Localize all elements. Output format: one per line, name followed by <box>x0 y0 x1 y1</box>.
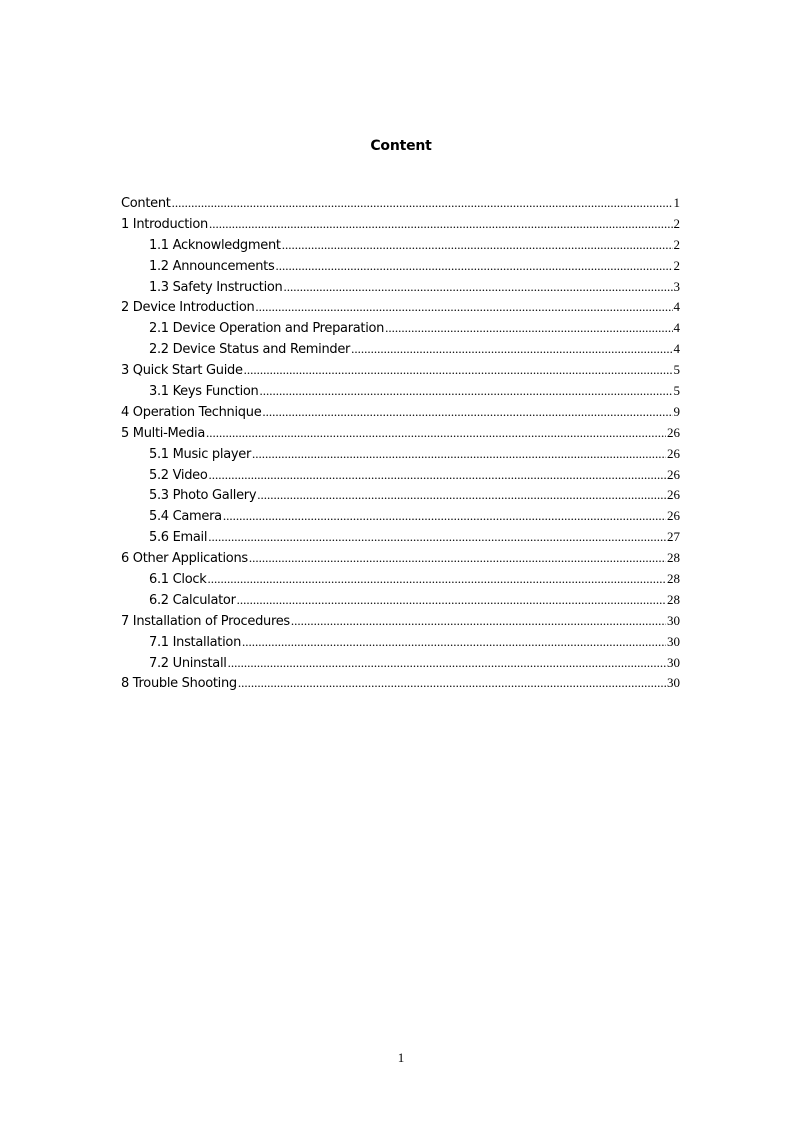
toc-leader-dots <box>385 318 672 339</box>
toc-leader-dots <box>257 485 666 506</box>
toc-entry[interactable] <box>121 423 680 444</box>
toc-entry-page: 1 <box>673 195 680 210</box>
toc-entry-label: 5.4 Camera <box>149 509 222 525</box>
toc-leader-dots <box>172 193 673 214</box>
toc-leader-dots <box>275 256 672 277</box>
toc-entry[interactable] <box>121 256 680 277</box>
toc-entry-label: 6.1 Clock <box>149 572 207 588</box>
toc-entry-page: 4 <box>673 299 680 315</box>
toc-entry-page: 5 <box>673 383 680 399</box>
toc-entry-page: 26 <box>667 445 680 461</box>
toc-entry-page: 27 <box>667 529 680 545</box>
toc-entry[interactable] <box>121 381 680 402</box>
toc-leader-dots <box>238 673 666 694</box>
toc-entry-page: 26 <box>667 424 680 440</box>
toc-entry-label: 1.1 Acknowledgment <box>149 237 281 253</box>
toc-leader-dots <box>209 214 673 235</box>
toc-leader-dots <box>284 277 673 298</box>
toc-entry-label: 8 Trouble Shooting <box>121 676 237 692</box>
toc-entry[interactable] <box>121 277 680 298</box>
toc-entry[interactable] <box>121 318 680 339</box>
toc-entry-label: 1.3 Safety Instruction <box>149 279 283 295</box>
page-number: 1 <box>397 1050 405 1065</box>
toc-entry-label: 6.2 Calculator <box>149 592 236 608</box>
toc-entry-label: 3 Quick Start Guide <box>121 363 243 379</box>
toc-leader-dots <box>259 381 672 402</box>
page-title: Content <box>370 138 432 154</box>
toc-entry[interactable] <box>121 632 680 653</box>
toc-entry-label: 5 Multi-Media <box>121 425 206 441</box>
toc-leader-dots <box>252 444 666 465</box>
toc-entry[interactable] <box>121 485 680 506</box>
toc-entry[interactable] <box>121 569 680 590</box>
toc-entry[interactable] <box>121 444 680 465</box>
toc-entry-label: Content <box>121 196 171 211</box>
toc-entry-label: 4 Operation Technique <box>121 404 262 420</box>
toc-entry-label: 2.2 Device Status and Reminder <box>149 342 351 358</box>
toc-leader-dots <box>223 506 666 527</box>
toc-entry-page: 30 <box>667 675 680 691</box>
table-of-contents <box>121 193 680 694</box>
toc-entry-page: 26 <box>667 487 680 503</box>
toc-entry-label: 5.6 Email <box>149 530 208 546</box>
toc-leader-dots <box>242 632 666 653</box>
toc-entry[interactable] <box>121 360 680 381</box>
toc-leader-dots <box>228 653 666 674</box>
toc-leader-dots <box>291 611 666 632</box>
toc-leader-dots <box>208 527 666 548</box>
toc-entry-page: 26 <box>667 466 680 482</box>
toc-entry[interactable] <box>121 527 680 548</box>
toc-entry-label: 7 Installation of Procedures <box>121 613 290 629</box>
toc-entry[interactable] <box>121 214 680 235</box>
toc-entry[interactable] <box>121 590 680 611</box>
toc-entry[interactable] <box>121 402 680 423</box>
toc-entry-page: 28 <box>667 591 680 607</box>
toc-entry-page: 30 <box>667 612 680 628</box>
toc-entry-label: 1.2 Announcements <box>149 258 275 274</box>
toc-entry-label: 5.2 Video <box>149 467 208 483</box>
toc-entry[interactable] <box>121 297 680 318</box>
toc-entry-label: 2 Device Introduction <box>121 300 255 316</box>
toc-entry-label: 6 Other Applications <box>121 551 248 567</box>
toc-entry-page: 2 <box>673 257 680 273</box>
toc-entry[interactable] <box>121 506 680 527</box>
toc-entry-page: 4 <box>673 341 680 357</box>
toc-entry-label: 7.1 Installation <box>149 634 242 650</box>
toc-leader-dots <box>244 360 673 381</box>
toc-leader-dots <box>249 548 666 569</box>
toc-leader-dots <box>209 465 666 486</box>
toc-entry[interactable] <box>121 339 680 360</box>
toc-entry-page: 3 <box>673 278 680 294</box>
toc-leader-dots <box>255 297 672 318</box>
toc-entry-label: 7.2 Uninstall <box>149 655 227 671</box>
toc-entry[interactable] <box>121 193 680 214</box>
toc-entry-page: 26 <box>667 508 680 524</box>
toc-leader-dots <box>206 423 666 444</box>
toc-entry-label: 2.1 Device Operation and Preparation <box>149 321 385 337</box>
toc-entry-label: 3.1 Keys Function <box>149 384 259 400</box>
toc-entry[interactable] <box>121 653 680 674</box>
toc-entry[interactable] <box>121 465 680 486</box>
toc-entry[interactable] <box>121 548 680 569</box>
toc-entry-label: 1 Introduction <box>121 216 208 232</box>
toc-leader-dots <box>282 235 673 256</box>
toc-entry-page: 30 <box>667 654 680 670</box>
toc-entry-page: 9 <box>673 403 680 419</box>
toc-leader-dots <box>237 590 666 611</box>
toc-entry-label: 5.3 Photo Gallery <box>149 488 257 504</box>
toc-entry-page: 2 <box>673 215 680 231</box>
toc-leader-dots <box>207 569 666 590</box>
toc-entry-label: 5.1 Music player <box>149 446 251 462</box>
toc-entry-page: 2 <box>673 236 680 252</box>
toc-entry-page: 28 <box>667 550 680 566</box>
toc-leader-dots <box>262 402 672 423</box>
toc-entry-page: 30 <box>667 633 680 649</box>
toc-entry[interactable] <box>121 673 680 694</box>
toc-entry-page: 28 <box>667 571 680 587</box>
toc-entry-page: 4 <box>673 320 680 336</box>
toc-entry[interactable] <box>121 611 680 632</box>
toc-entry[interactable] <box>121 235 680 256</box>
toc-leader-dots <box>351 339 672 360</box>
toc-entry-page: 5 <box>673 362 680 378</box>
